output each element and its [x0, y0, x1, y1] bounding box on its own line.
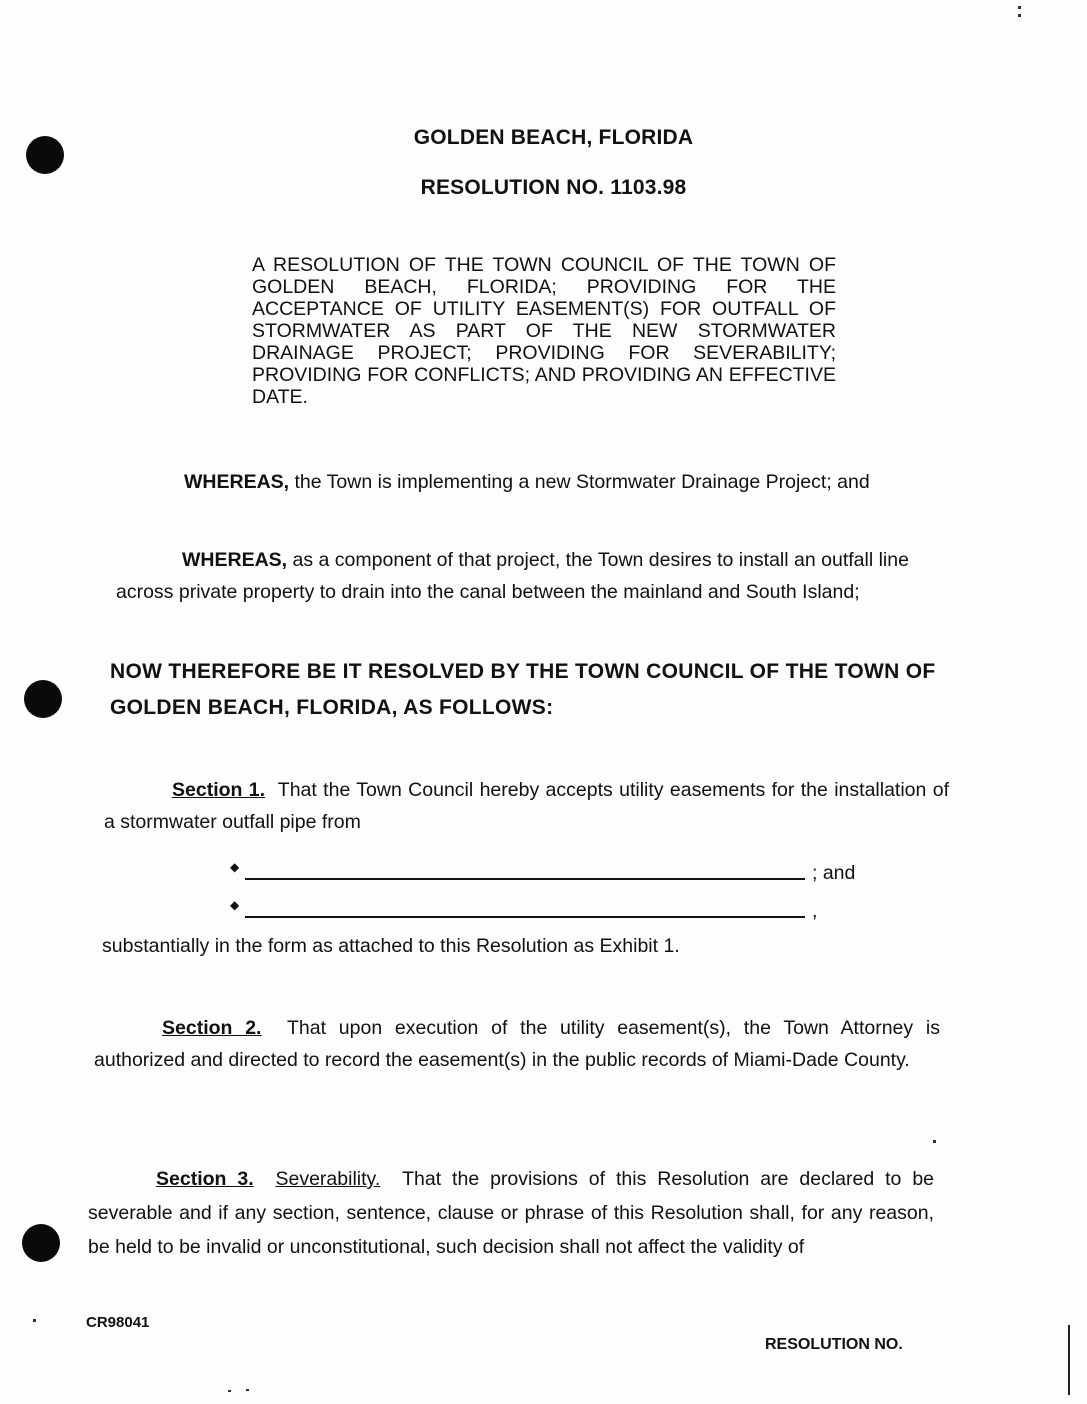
section-1	[104, 774, 949, 838]
section-1-text: That the Town Council hereby accepts utility easements for the installation of a stormwater outfall pipe from	[104, 779, 949, 833]
bullet-icon: ◆	[230, 860, 240, 874]
whereas-clause-2	[116, 544, 961, 608]
resolution-caption: A RESOLUTION OF THE TOWN COUNCIL OF THE TOWN OF GOLDEN BEACH, FLORIDA; PROVIDING FOR THE ACCEPTANCE OF UTILITY EASEMENT(S) FOR OUTFALL OF STORMWATER AS PART OF THE NEW STORMWATER DRAINAGE PROJECT; PROVIDING FOR SEVERABILITY; PROVIDING FOR CONFLICTS; AND PROVIDING AN EFFECTIVE DATE.	[252, 254, 836, 408]
section-2	[94, 1012, 940, 1076]
section-2-text: That upon execution of the utility easement(s), the Town Attorney is authorized and directed to record the easement(s) in the public records of Miami-Dade County.	[94, 1017, 940, 1071]
fill-in-line	[245, 878, 805, 880]
resolution-number: RESOLUTION NO. 1103.98	[420, 176, 687, 199]
section-3-text: That the provisions of this Resolution are declared to be severable and if any section, sentence, clause or phrase of this Resolution shall, for any reason, be held to be invalid or unconstitutional, such decision shall not affect the validity of	[88, 1168, 935, 1258]
punch-hole-middle	[24, 680, 62, 718]
scan-speck	[33, 1319, 36, 1322]
section-1-closing: substantially in the form as attached to this Resolution as Exhibit 1.	[102, 935, 680, 957]
blank-suffix: ; and	[812, 862, 856, 884]
whereas-text: the Town is implementing a new Stormwater Drainage Project; and	[289, 471, 870, 493]
scan-speck	[246, 1389, 249, 1391]
scan-speck	[1018, 6, 1021, 9]
whereas-label: WHEREAS,	[182, 549, 288, 571]
whereas-text: as a component of that project, the Town desires to install an outfall line across private property to drain into the canal between the mainland and South Island;	[116, 549, 909, 603]
section-3	[88, 1162, 934, 1264]
scan-speck	[228, 1390, 231, 1392]
bullet-icon: ◆	[230, 898, 240, 912]
easement-blank-2	[230, 898, 870, 922]
header-title: GOLDEN BEACH, FLORIDA	[413, 126, 694, 149]
scan-edge-mark	[1068, 1325, 1070, 1395]
section-1-label: Section 1.	[172, 779, 266, 801]
blank-suffix: ,	[812, 900, 818, 922]
section-3-sublabel: Severability.	[275, 1168, 381, 1190]
scan-speck	[1018, 14, 1021, 17]
footer-resolution-label: RESOLUTION NO.	[765, 1336, 903, 1353]
whereas-clause-1	[184, 466, 924, 498]
fill-in-line	[245, 916, 805, 918]
whereas-label: WHEREAS,	[184, 471, 290, 493]
section-2-label: Section 2.	[162, 1017, 262, 1039]
resolved-clause: NOW THEREFORE BE IT RESOLVED BY THE TOWN COUNCIL OF THE TOWN OF GOLDEN BEACH, FLORIDA, AS FOLLOWS:	[110, 660, 936, 719]
section-3-label: Section 3.	[156, 1168, 254, 1190]
footer-code: CR98041	[86, 1314, 150, 1331]
easement-blank-1	[230, 860, 870, 884]
scan-speck	[933, 1140, 936, 1143]
punch-hole-bottom	[22, 1224, 60, 1262]
